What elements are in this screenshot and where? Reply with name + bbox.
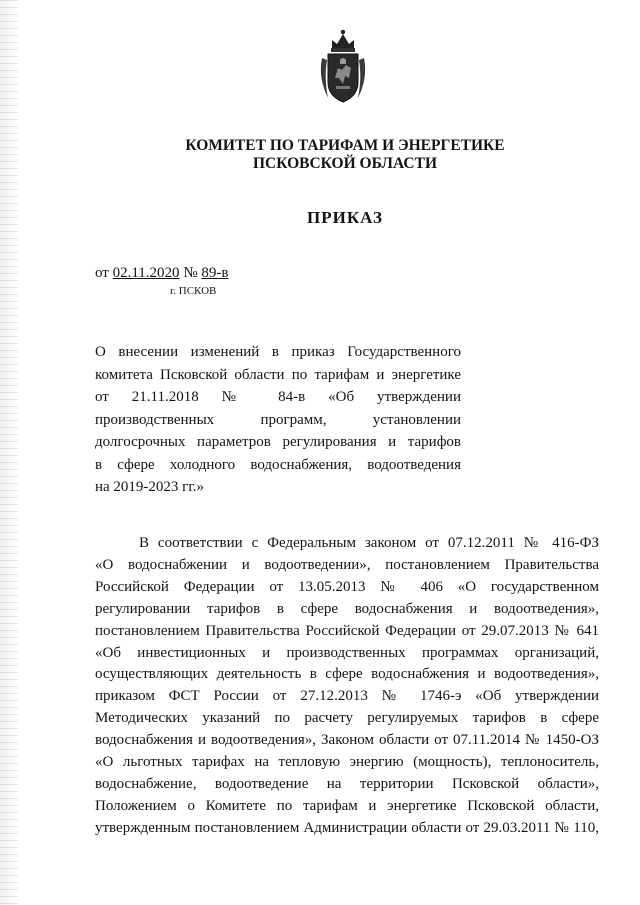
subject-line: долгосрочных параметров регулирования и тарифов xyxy=(95,434,461,450)
committee-title-line2: ПСКОВСКОЙ ОБЛАСТИ xyxy=(252,155,437,172)
body-line: «О водоснабжении и водоотведении», постановлением Правительства xyxy=(95,556,599,573)
scan-edge-artifact xyxy=(0,0,18,905)
body-line: постановлением Правительства Российской Федерации от 29.07.2013 № 641 xyxy=(95,622,599,639)
subject-line: от 21.11.2018 № 84-в «Об утверждении xyxy=(95,389,461,405)
order-number: 89-в xyxy=(201,265,229,281)
order-date-number xyxy=(95,265,228,282)
subject-line: производственных программ, установлении xyxy=(95,411,461,428)
body-line: Российской Федерации от 13.05.2013 № 406 «О государственном xyxy=(95,578,599,595)
order-subject xyxy=(95,341,461,499)
body-line: «О льготных тарифах на тепловую энергию (мощность), теплоноситель, xyxy=(95,754,599,771)
body-line: Положением о Комитете по тарифам и энергетике Псковской области, xyxy=(95,797,599,814)
document-type: ПРИКАЗ xyxy=(307,208,383,227)
body-line: водоснабжения и водоотведения», Законом области от 07.11.2014 № 1450-ОЗ xyxy=(95,732,599,749)
subject-line: комитета Псковской области по тарифам и энергетике xyxy=(95,366,461,383)
coat-of-arms-icon xyxy=(318,28,368,106)
order-date: 02.11.2020 xyxy=(112,265,180,281)
body-line: осуществляющих деятельность в сфере водоснабжения и водоотведения», xyxy=(95,666,599,683)
committee-title xyxy=(150,137,540,173)
subject-line: О внесении изменений в приказ Государственного xyxy=(95,344,461,360)
subject-line: в сфере холодного водоснабжения, водоотведения xyxy=(95,456,461,473)
subject-line: на 2019-2023 гг.» xyxy=(95,479,205,495)
order-prefix: от xyxy=(95,265,109,281)
body-line: водоснабжение, водоотведение на территории Псковской области», xyxy=(95,775,599,792)
body-line: Методических указаний по расчету регулируемых тарифов в сфере xyxy=(95,710,599,727)
order-body xyxy=(95,533,599,840)
order-number-label: № xyxy=(183,265,198,281)
body-line: утвержденным постановлением Администрации области от 29.03.2011 № 110, xyxy=(95,819,599,836)
body-line: «Об инвестиционных и производственных программах организаций, xyxy=(95,644,599,661)
body-line: приказом ФСТ России от 27.12.2013 № 1746-э «Об утверждении xyxy=(95,688,599,705)
body-line: регулировании тарифов в сфере водоснабжения и водоотведения», xyxy=(95,600,599,617)
committee-title-line1: КОМИТЕТ ПО ТАРИФАМ И ЭНЕРГЕТИКЕ xyxy=(185,137,505,154)
body-line: В соответствии с Федеральным законом от 07.12.2011 № 416-ФЗ xyxy=(139,535,599,551)
order-city: г. ПСКОВ xyxy=(170,285,217,297)
